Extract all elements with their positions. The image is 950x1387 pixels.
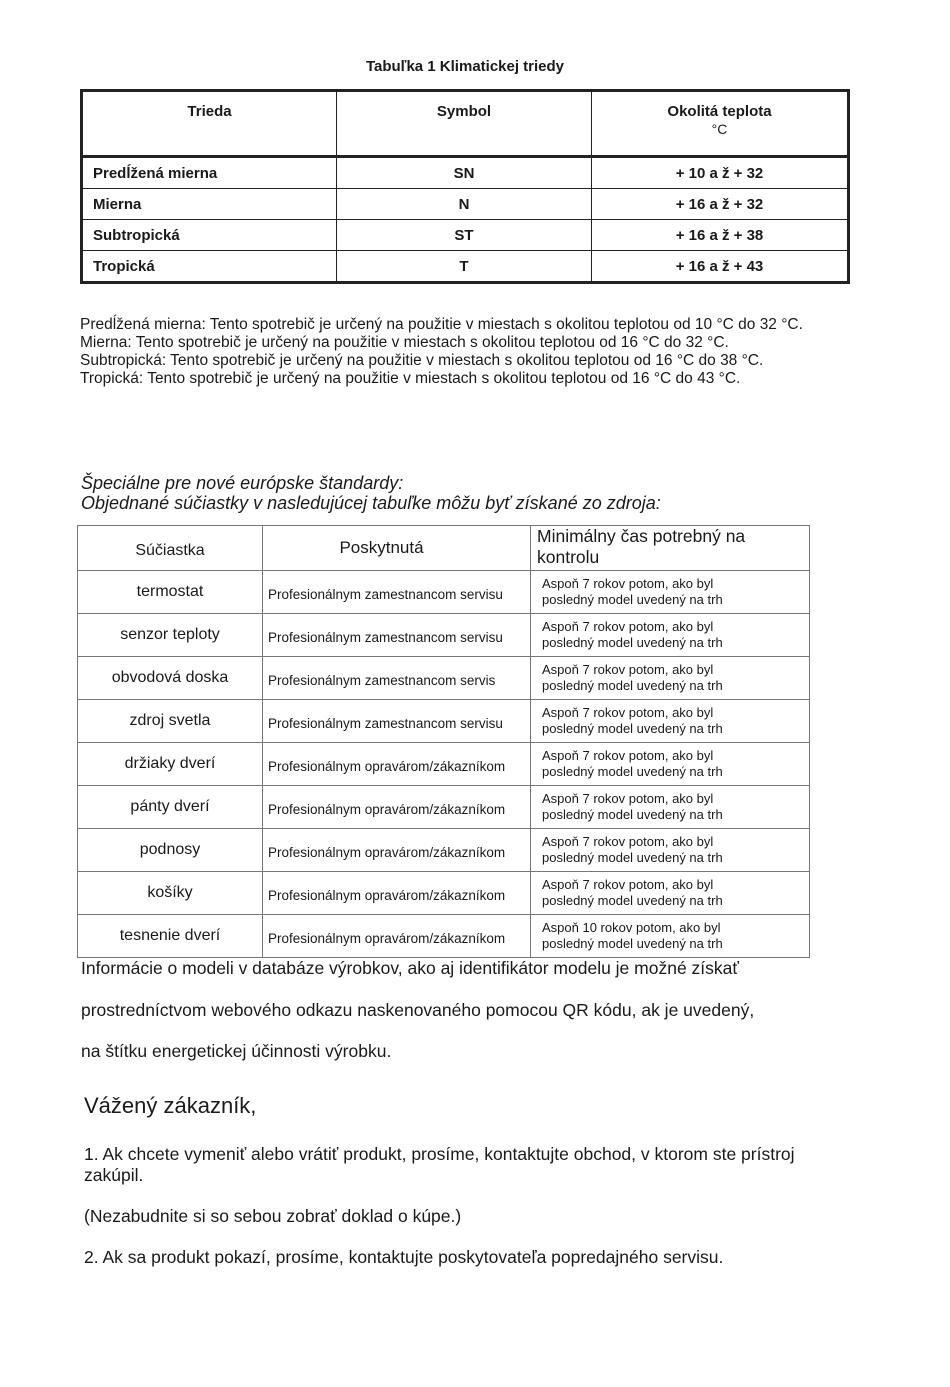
info-line: na štítku energetickej účinnosti výrobku. xyxy=(81,1041,392,1061)
table-row xyxy=(78,743,810,786)
availability-line1: Aspoň 7 rokov potom, ako byl xyxy=(542,791,714,806)
note-line: Predĺžená mierna: Tento spotrebič je určený na použitie v miestach s okolitou teplotou od 10 °C do 32 °C. xyxy=(80,316,803,333)
class-symbol: N xyxy=(337,189,592,220)
part-availability xyxy=(531,743,810,786)
class-temperature-range: + 16 a ž + 32 xyxy=(592,189,849,220)
note-line: Subtropická: Tento spotrebič je určený na použitie v miestach s okolitou teplotou od 16 °C do 38 °C. xyxy=(80,352,764,369)
part-availability xyxy=(531,829,810,872)
table-header-row xyxy=(78,526,810,571)
info-line: Informácie o modeli v databáze výrobkov, ako aj identifikátor modelu je možné získať xyxy=(81,958,739,978)
availability-line1: Aspoň 7 rokov potom, ako byl xyxy=(542,705,714,720)
table-row xyxy=(82,189,849,220)
class-name: Predĺžená mierna xyxy=(82,157,337,189)
climate-class-table xyxy=(80,89,850,284)
part-name: termostat xyxy=(78,571,263,614)
info-line: prostredníctvom webového odkazu naskenovaného pomocou QR kódu, ak je uvedený, xyxy=(81,999,755,1020)
part-name: pánty dverí xyxy=(78,786,263,829)
availability-line2: posledný model uvedený na trh xyxy=(542,935,723,951)
availability-line1: Aspoň 7 rokov potom, ako byl xyxy=(542,877,714,892)
spare-parts-heading-line2: Objednané súčiastky v nasledujúcej tabuľke môžu byť získané zo zdroja: xyxy=(81,493,661,513)
part-name: podnosy xyxy=(78,829,263,872)
class-symbol: T xyxy=(337,251,592,283)
availability-line1: Aspoň 7 rokov potom, ako byl xyxy=(542,576,714,591)
part-provided-to: Profesionálnym opravárom/zákazníkom xyxy=(263,743,531,786)
part-name: zdroj svetla xyxy=(78,700,263,743)
customer-greeting: Vážený zákazník, xyxy=(84,1093,257,1118)
table-row xyxy=(78,571,810,614)
part-provided-to: Profesionálnym zamestnancom servisu xyxy=(263,614,531,657)
availability-line2: posledný model uvedený na trh xyxy=(542,720,723,736)
table-row xyxy=(82,157,849,189)
part-provided-to: Profesionálnym zamestnancom servisu xyxy=(263,700,531,743)
header-part: Súčiastka xyxy=(78,526,263,571)
header-provided-to: Poskytnutá xyxy=(263,526,531,571)
part-provided-to: Profesionálnym zamestnancom servisu xyxy=(263,571,531,614)
class-name: Mierna xyxy=(82,189,337,220)
service-instruction: 2. Ak sa produkt pokazí, prosíme, kontaktujte poskytovateľa popredajného servisu. xyxy=(84,1247,724,1267)
part-provided-to: Profesionálnym opravárom/zákazníkom xyxy=(263,786,531,829)
table-header-row xyxy=(82,91,849,157)
class-temperature-range: + 16 a ž + 38 xyxy=(592,220,849,251)
availability-line1: Aspoň 7 rokov potom, ako byl xyxy=(542,834,714,849)
header-class: Trieda xyxy=(82,91,337,157)
part-name: senzor teploty xyxy=(78,614,263,657)
availability-line2: posledný model uvedený na trh xyxy=(542,892,723,908)
table-row xyxy=(78,614,810,657)
part-availability xyxy=(531,700,810,743)
model-info-paragraph xyxy=(81,948,881,1073)
spare-parts-table xyxy=(77,525,810,958)
climate-class-notes xyxy=(80,316,880,388)
part-availability xyxy=(531,614,810,657)
table-row xyxy=(78,786,810,829)
part-name: obvodová doska xyxy=(78,657,263,700)
spare-parts-heading xyxy=(81,473,661,513)
availability-line2: posledný model uvedený na trh xyxy=(542,591,723,607)
table-row xyxy=(78,872,810,915)
note-line: Tropická: Tento spotrebič je určený na použitie v miestach s okolitou teplotou od 16 °C do 43 °C. xyxy=(80,370,741,387)
class-name: Tropická xyxy=(82,251,337,283)
part-name: držiaky dverí xyxy=(78,743,263,786)
spare-parts-heading-line1: Špeciálne pre nové európske štandardy: xyxy=(81,473,404,493)
availability-line2: posledný model uvedený na trh xyxy=(542,677,723,693)
availability-line2: posledný model uvedený na trh xyxy=(542,806,723,822)
header-minimum-availability: Minimálny čas potrebný na kontrolu xyxy=(531,526,810,571)
part-provided-to: Profesionálnym opravárom/zákazníkom xyxy=(263,872,531,915)
class-name: Subtropická xyxy=(82,220,337,251)
part-availability xyxy=(531,786,810,829)
availability-line2: posledný model uvedený na trh xyxy=(542,763,723,779)
availability-line1: Aspoň 7 rokov potom, ako byl xyxy=(542,619,714,634)
receipt-reminder: (Nezabudnite si so sebou zobrať doklad o kúpe.) xyxy=(84,1206,462,1226)
availability-line1: Aspoň 7 rokov potom, ako byl xyxy=(542,748,714,763)
class-temperature-range: + 10 a ž + 32 xyxy=(592,157,849,189)
part-availability xyxy=(531,872,810,915)
header-unit: °C xyxy=(711,121,728,137)
table-row xyxy=(78,829,810,872)
part-provided-to: Profesionálnym zamestnancom servis xyxy=(263,657,531,700)
note-line: Mierna: Tento spotrebič je určený na použitie v miestach s okolitou teplotou od 16 °C do 32 °C. xyxy=(80,334,729,351)
class-symbol: ST xyxy=(337,220,592,251)
availability-line1: Aspoň 10 rokov potom, ako byl xyxy=(542,920,721,935)
part-availability xyxy=(531,657,810,700)
table1-caption: Tabuľka 1 Klimatickej triedy xyxy=(365,58,565,75)
part-availability xyxy=(531,571,810,614)
header-ambient-temperature-label: Okolitá teplota xyxy=(667,103,772,120)
table-row xyxy=(78,700,810,743)
availability-line1: Aspoň 7 rokov potom, ako byl xyxy=(542,662,714,677)
part-provided-to: Profesionálnym opravárom/zákazníkom xyxy=(263,829,531,872)
availability-line2: posledný model uvedený na trh xyxy=(542,849,723,865)
header-ambient-temperature xyxy=(592,91,849,157)
part-name: košíky xyxy=(78,872,263,915)
class-symbol: SN xyxy=(337,157,592,189)
header-symbol: Symbol xyxy=(337,91,592,157)
table-row xyxy=(78,657,810,700)
return-instruction: 1. Ak chcete vymeniť alebo vrátiť produkt, prosíme, kontaktujte obchod, v ktorom ste prístroj zakúpil. xyxy=(84,1144,795,1185)
part-provided-to: Profesionálnym opravárom/zákazníkom xyxy=(263,915,531,958)
table-row xyxy=(82,220,849,251)
part-name: tesnenie dverí xyxy=(78,915,263,958)
class-temperature-range: + 16 a ž + 43 xyxy=(592,251,849,283)
table-row xyxy=(82,251,849,283)
availability-line2: posledný model uvedený na trh xyxy=(542,634,723,650)
